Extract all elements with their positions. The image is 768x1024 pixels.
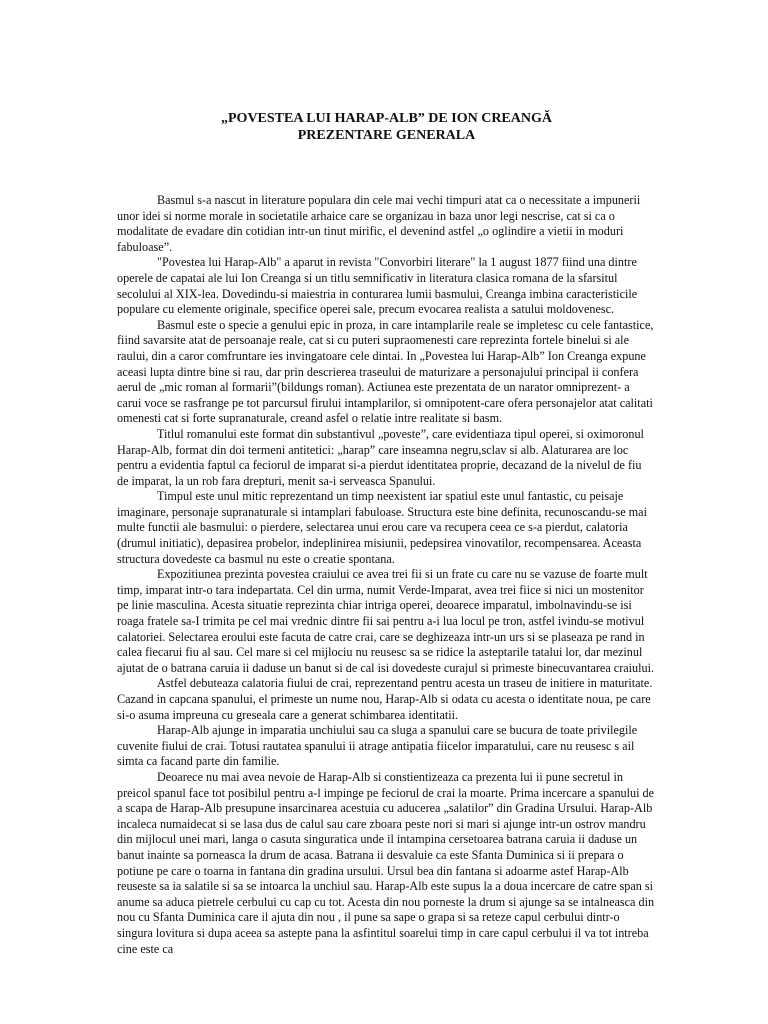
document-title: „POVESTEA LUI HARAP-ALB” DE ION CREANGĂ: [221, 111, 552, 126]
title-block: [117, 110, 656, 144]
paragraph: Timpul este unul mitic reprezentand un timp neexistent iar spatiul este unul fantastic, cu peisaje imaginare, personaje supranaturale si intamplari fabuloase. Structura este bine definita, recunoscandu-se mai multe functii ale basmului: o pierdere, selectarea unui erou care va recupera ceea ce s-a pierdut, calatoria (drumul initiatic), depasirea probelor, indeplinirea misiunii, pedepsirea vinovatilor, recompensarea. Aceasta structura dovedeste ca basmul nu este o creatie spontana.: [117, 489, 647, 566]
paragraph: Astfel debuteaza calatoria fiului de crai, reprezentand pentru acesta un traseu de initiere in maturitate. Cazand in capcana spanului, el primeste un nume nou, Harap-Alb si odata cu acesta o identitate noua, pe care si-o asuma impreuna cu greseala care a generat schimbarea identitatii.: [117, 676, 653, 722]
paragraph: Harap-Alb ajunge in imparatia unchiului sau ca sluga a spanului care se bucura de toate privilegile cuvenite fiului de crai. Totusi rautatea spanului ii atrage antipatia fiicelor imparatului, care nu reusesc s ail simta ca facand parte din familie.: [117, 723, 638, 769]
paragraph: Basmul s-a nascut in literature populara din cele mai vechi timpuri atat ca o necessitate a impunerii unor idei si norme morale in societatile arhaice care se organizau in baza unor legi nescrise, cat si ca o modalitate de evadare din cotidian intr-un tinut mirific, el devenind astfel „o oglindire a vietii in moduri fabuloase”.: [117, 193, 641, 254]
paragraph: Basmul este o specie a genului epic in proza, in care intamplarile reale se impletesc cu cele fantastice, fiind savarsite atat de persoanaje reale, cat si cu puteri supraomenesti care reprezinta fortele binelui si ale raului, din a caror comfruntare ies invingatoare cele dintai. In „Povestea lui Harap-Alb” Ion Creanga expune aceasi lupta dintre bine si rau, dar prin descrierea traseului de maturizare a personajului principal ii confera aerul de „mic roman al formarii”(bildungs roman). Actiunea este prezentata de un narator omniprezent- a carui voce se rasfrange pe tot parcursul firului intamplarilor, si omnipotent-care ofera personajelor atat calitati omenesti cat si forte supranaturale, creand asfel o relatie intre realitate si basm.: [117, 317, 654, 426]
document-subtitle: PREZENTARE GENERALA: [297, 128, 476, 143]
paragraph: Deoarece nu mai avea nevoie de Harap-Alb si constientizeaza ca prezenta lui ii pune secretul in preicol spanul face tot posibilul pentru a-l impinge pe feciorul de crai la moarte. Prima incercare a spanului de a scapa de Harap-Alb presupune insarcinarea acestuia cu aducerea „salatilor” din Gradina Ursului. Harap-Alb incaleca numaidecat si se lasa dus de calul sau care zboara peste nori si mari si ajunge intr-un ostrov mandru din mijlocul unei mari, langa o casuta singuratica unde il intampina cersetoarea batrana caruia ii daduse un banut inainte sa porneasca la drum de acasa. Batrana ii desvaluie ca este Sfanta Duminica si ii prepara o potiune pe care o toarna in fantana din gradina ursului. Ursul bea din fantana si adoarme astef Harap-Alb reuseste sa ia salatile si sa se intoarca la unchiul sau. Harap-Alb este supus la a doua incercare de catre span si anume sa aduca pietrele cerbului cu cap cu tot. Acesta din nou porneste la drum si ajunge sa se intalneasca din nou cu Sfanta Duminica care il ajuta din nou , il pune sa sape o grapa si sa reteze capul cerbului dintr-o singura lovitura si dupa aceea sa astepte pana la asfintitul soarelui timp in care capul cerbului il va tot intreba cine este ca: [117, 769, 655, 956]
paragraph: Titlul romanului este format din substantivul „poveste”, care evidentiaza tipul operei, si oximoronul Harap-Alb, format din doi termeni antitetici: „harap” care inseamna negru,sclav si alb. Alaturarea are loc pentru a evidentia faptul ca feciorul de imparat si-a pierdut identitatea proprie, decazand de la nivelul de fiu de imparat, la un rob fara drepturi, menit sa-i serveasca Spanului.: [117, 426, 644, 488]
paragraph: "Povestea lui Harap-Alb" a aparut in revista "Convorbiri literare" la 1 august 1877 fiind una dintre operele de capatai ale lui Ion Creanga si un titlu semnificativ in literatura clasica romana de la sfarsitul secolului al XIX-lea. Dovedindu-si maiestria in conturarea lumii basmului, Creanga imbina caracteristicile populare cu elemente originale, specifice operei sale, precum evocarea realista a satului moldovenesc.: [117, 255, 638, 317]
document-body: [117, 193, 656, 957]
paragraph: Expozitiunea prezinta povestea craiului ce avea trei fii si un frate cu care nu se vazuse de foarte mult timp, imparat intr-o tara indepartata. Cel din urma, numit Verde-Imparat, avea trei fiice si nici un mostenitor pe linie masculina. Acesta situatie reprezinta chiar intriga operei, deoarece imparatul, imbolnavindu-se isi roaga fratele sa-I trimita pe cel mai vrednic dintre fii sai pentru a-i lua locul pe tron, astfel ivindu-se motivul calatoriei. Selectarea eroului este facuta de catre crai, care se deghizeaza intr-un urs si se plaseaza pe rand in calea fiecarui fiu al sau. Cel mare si cel mijlociu nu reusesc sa se ridice la asteptarile tatalui lor, dar mezinul ajutat de o batrana caruia ii daduse un banut si de cal isi dovedeste curajul si primeste binecuvantarea craiului.: [117, 567, 655, 675]
